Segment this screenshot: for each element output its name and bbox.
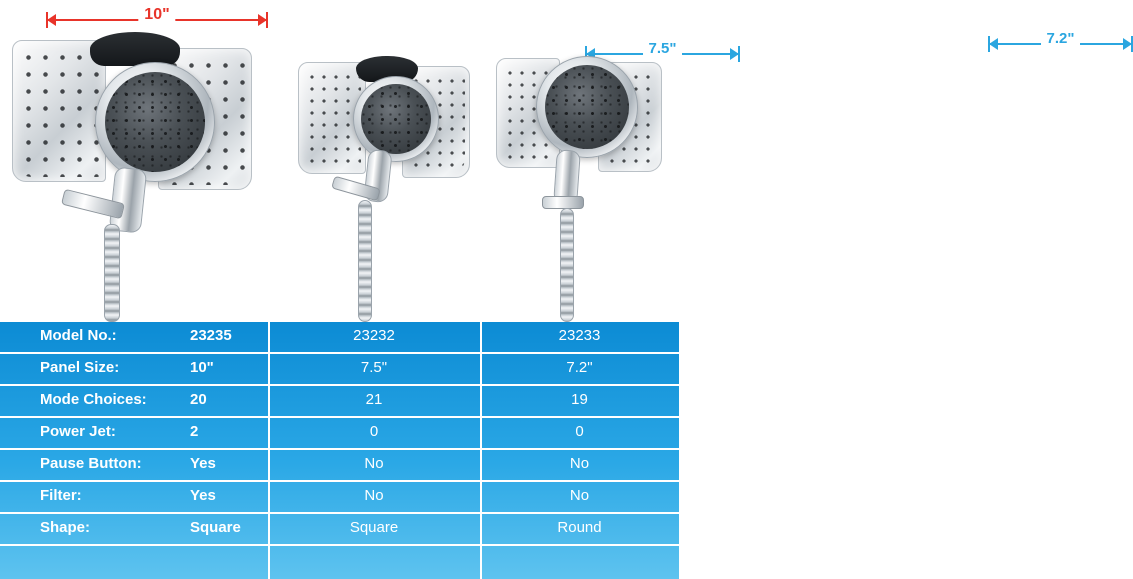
comparison-table: [0, 322, 679, 579]
top-cap: [90, 32, 180, 66]
row-value-middle: 21: [365, 391, 383, 408]
row-value-right: 0: [575, 423, 584, 440]
product-left: [0, 0, 280, 322]
spray-nozzles: [545, 65, 629, 149]
row-label: Pause Button:: [40, 455, 142, 472]
row-value-middle: No: [364, 455, 384, 472]
table-row: [0, 386, 679, 418]
row-label: Panel Size:: [40, 359, 120, 376]
table-row: [0, 418, 679, 450]
spray-nozzles: [105, 72, 205, 172]
row-value-left: 20: [190, 391, 207, 408]
table-footer-space: [0, 546, 679, 579]
table-rows: [0, 322, 679, 546]
row-value-middle: 23232: [353, 327, 395, 344]
row-label: Power Jet:: [40, 423, 116, 440]
handheld-shower-head: [353, 76, 439, 162]
table-row: [0, 354, 679, 386]
shower-hose: [358, 200, 372, 322]
left-side-panel: [12, 40, 106, 182]
panel-nozzle-pattern: [17, 45, 101, 177]
shower-face: [361, 84, 431, 154]
spray-nozzles: [361, 84, 431, 154]
dimension-label: 10": [138, 6, 175, 24]
row-value-right: 19: [571, 391, 588, 408]
table-row: [0, 514, 679, 546]
row-value-left: Square: [190, 519, 241, 536]
product-right: [480, 0, 1075, 322]
dimension-label: 7.5": [643, 40, 683, 58]
row-value-left: Yes: [190, 455, 216, 472]
table-row: [0, 450, 679, 482]
row-value-right: 7.2": [566, 359, 593, 376]
dimension-arrow-right: [730, 48, 739, 60]
row-label: Model No.:: [40, 327, 117, 344]
row-value-right: No: [569, 455, 590, 472]
dimension-arrow-left: [989, 38, 998, 50]
dimension-indicator-right: [988, 32, 1133, 52]
row-label: Shape:: [40, 519, 91, 536]
row-label: Filter:: [40, 487, 82, 504]
column-divider-2: [480, 322, 482, 579]
row-label: Mode Choices:: [40, 391, 147, 408]
dimension-indicator-left: [46, 8, 268, 28]
row-value-left: Yes: [190, 487, 216, 504]
shower-face: [105, 72, 205, 172]
dimension-arrow-left: [47, 14, 56, 26]
table-row: [0, 482, 679, 514]
column-divider-1: [268, 322, 270, 579]
dimension-arrow-right: [1123, 38, 1132, 50]
row-value-middle: No: [364, 487, 384, 504]
row-value-left: 2: [190, 423, 199, 440]
table-row: [0, 322, 679, 354]
row-value-right: 23233: [558, 327, 601, 344]
dimension-label: 7.2": [1041, 30, 1081, 48]
row-value-middle: Square: [349, 519, 399, 536]
row-value-middle: 0: [369, 423, 379, 440]
row-value-right: Round: [557, 519, 602, 536]
shower-face: [545, 65, 629, 149]
product-middle: [280, 0, 677, 322]
handheld-shower-head: [95, 62, 215, 182]
row-value-right: No: [569, 487, 590, 504]
handheld-shower-head: [536, 56, 638, 158]
shower-hose: [560, 208, 574, 322]
shower-hose: [104, 224, 120, 322]
row-value-left: 23235: [190, 327, 232, 344]
row-value-left: 10": [190, 359, 214, 376]
dimension-arrow-right: [258, 14, 267, 26]
row-value-middle: 7.5": [360, 359, 388, 376]
hose-cuff: [542, 196, 584, 209]
